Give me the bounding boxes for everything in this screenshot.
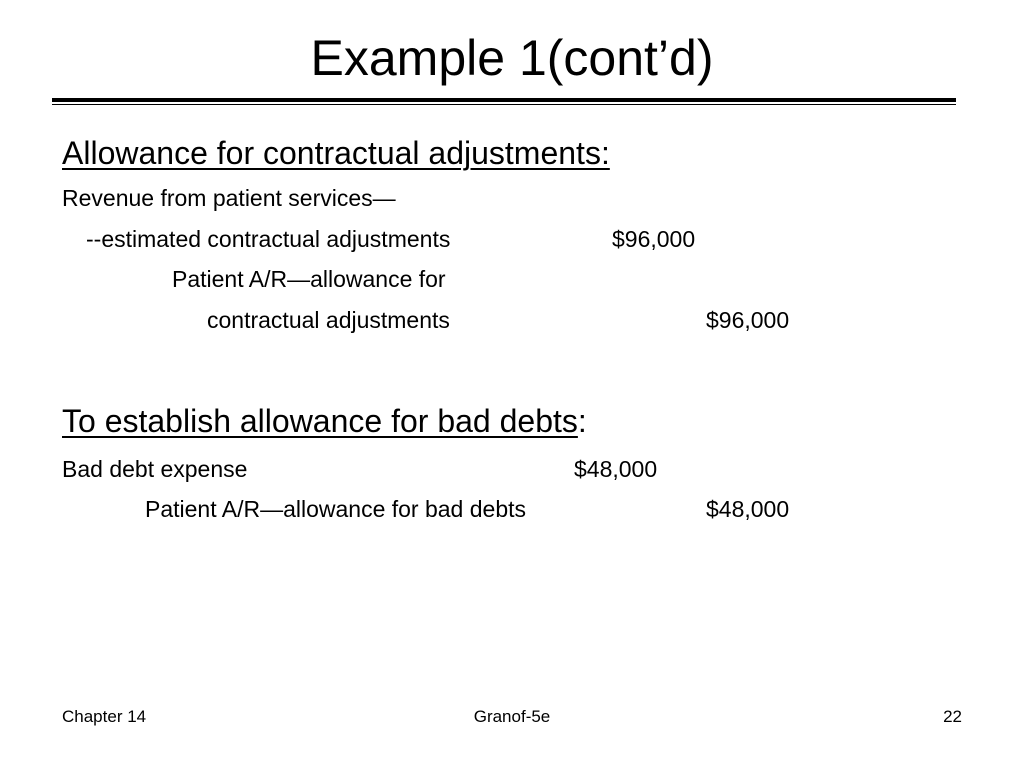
entry-allowance-bad-debts-credit: $48,000 [706, 496, 790, 522]
section-heading-contractual-text: Allowance for contractual adjustments: [62, 135, 610, 171]
footer-page-number: 22 [943, 707, 962, 726]
title-divider-thin [52, 104, 956, 105]
entry-bad-debt-expense-debit: $48,000 [574, 456, 658, 482]
section-heading-contractual [62, 134, 610, 172]
entry-contractual-adjustments-credit: $96,000 [706, 307, 790, 333]
entry-allowance-bad-debts-label: Patient A/R—allowance for bad debts [145, 496, 527, 522]
section-heading-bad-debts [62, 402, 587, 440]
section-heading-bad-debts-text: To establish allowance for bad debts [62, 403, 578, 439]
footer-source: Granof-5e [473, 707, 551, 726]
section-heading-bad-debts-colon: : [577, 403, 587, 439]
slide-title: Example 1(cont’d) [310, 30, 714, 86]
footer-chapter: Chapter 14 [62, 707, 147, 726]
entry-allowance-for-label: Patient A/R—allowance for [172, 266, 446, 292]
title-divider-thick [52, 98, 956, 102]
entry-contractual-adjustments-label: contractual adjustments [207, 307, 450, 333]
entry-estimated-adjustments-debit: $96,000 [612, 226, 696, 252]
entry-estimated-adjustments-label: --estimated contractual adjustments [86, 226, 451, 252]
entry-bad-debt-expense-label: Bad debt expense [62, 456, 248, 482]
entry-revenue-label: Revenue from patient services— [62, 185, 396, 211]
